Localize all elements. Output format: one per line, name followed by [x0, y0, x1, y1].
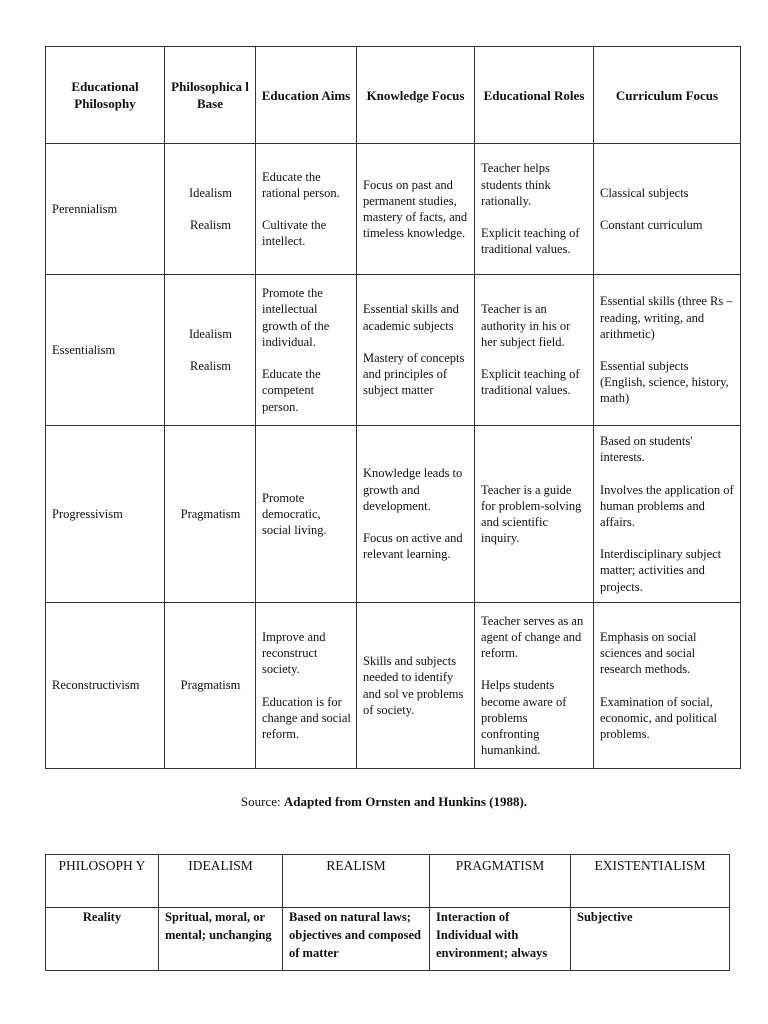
header-idealism: IDEALISM — [159, 855, 283, 908]
idealism-reality: Spritual, moral, or mental; unchanging — [159, 908, 283, 971]
knowledge-item: Focus on past and permanent studies, mastery of facts, and timeless knowledge. — [363, 177, 468, 241]
base-item: Realism — [190, 218, 231, 232]
aims-cell — [256, 144, 357, 275]
base-item: Realism — [190, 359, 231, 373]
philosophy-name: Progressivism — [46, 426, 165, 603]
header-philosophy: PHILOSOPH Y — [46, 855, 159, 908]
curriculum-item: Emphasis on social sciences and social research methods. — [600, 629, 697, 677]
base-item: Idealism — [188, 326, 233, 341]
pragmatism-reality: Interaction of Individual with environment; always — [430, 908, 571, 971]
philosophy-name: Essentialism — [46, 275, 165, 426]
curriculum-item: Constant curriculum — [600, 218, 703, 232]
header-pragmatism: PRAGMATISM — [430, 855, 571, 908]
base-item: Pragmatism — [180, 506, 241, 521]
header-knowledge: Knowledge Focus — [357, 47, 475, 144]
comparison-header-row — [46, 855, 730, 908]
roles-cell — [475, 426, 594, 603]
existentialism-reality: Subjective — [571, 908, 730, 971]
header-roles: Educational Roles — [475, 47, 594, 144]
aims-item: Education is for change and social reform. — [262, 694, 351, 741]
table-row — [46, 603, 741, 769]
roles-item: Helps students become aware of problems confronting humankind. — [481, 678, 567, 758]
roles-cell — [475, 275, 594, 426]
base-item: Idealism — [188, 185, 233, 200]
roles-item: Teacher is an authority in his or her subject field. — [481, 302, 571, 349]
header-aims: Education Aims — [256, 47, 357, 144]
roles-cell — [475, 603, 594, 769]
roles-item: Teacher helps students think rationally. — [481, 161, 551, 208]
base-item: Pragmatism — [180, 678, 241, 693]
aims-item: Educate the rational person. — [262, 169, 340, 200]
aims-item: Promote democratic, social living. — [262, 490, 327, 538]
curriculum-item: Examination of social, economic, and political problems. — [600, 694, 717, 741]
curriculum-item: Involves the application of human problems and affairs. — [600, 482, 734, 529]
knowledge-item: Knowledge leads to growth and development. — [363, 466, 463, 513]
knowledge-item: Essential skills and academic subjects — [363, 302, 459, 333]
base-cell — [165, 603, 256, 769]
curriculum-item: Essential subjects (English, science, history, math) — [600, 359, 729, 406]
aims-cell — [256, 603, 357, 769]
philosophy-name: Reconstructivism — [46, 603, 165, 769]
table-row — [46, 908, 730, 971]
row-label-reality: Reality — [46, 908, 159, 971]
header-base: Philosophica l Base — [165, 47, 256, 144]
knowledge-item: Skills and subjects needed to identify and sol ve problems of society. — [363, 654, 464, 717]
knowledge-cell — [357, 603, 475, 769]
aims-item: Promote the intellectual growth of the individual. — [262, 286, 330, 349]
knowledge-item: Focus on active and relevant learning. — [363, 531, 463, 562]
header-curriculum: Curriculum Focus — [594, 47, 741, 144]
header-philosophy: Educational Philosophy — [46, 47, 165, 144]
knowledge-cell — [357, 144, 475, 275]
source-note — [0, 794, 768, 810]
curriculum-cell — [594, 603, 741, 769]
curriculum-cell — [594, 426, 741, 603]
base-cell — [165, 426, 256, 603]
aims-item: Improve and reconstruct society. — [262, 629, 326, 677]
curriculum-item: Based on students' interests. — [600, 434, 693, 465]
curriculum-item: Interdisciplinary subject matter; activities and projects. — [600, 547, 722, 594]
base-cell — [165, 275, 256, 426]
curriculum-cell — [594, 275, 741, 426]
curriculum-item: Classical subjects — [600, 185, 689, 200]
philosophy-comparison-table — [45, 854, 730, 971]
knowledge-item: Mastery of concepts and principles of subject matter — [363, 350, 465, 398]
knowledge-cell — [357, 275, 475, 426]
header-existentialism: EXISTENTIALISM — [571, 855, 730, 908]
table-row — [46, 426, 741, 603]
aims-cell — [256, 275, 357, 426]
philosophy-table — [45, 46, 741, 769]
aims-item: Cultivate the intellect. — [262, 218, 327, 249]
roles-item: Teacher is a guide for problem-solving and scientific inquiry. — [481, 482, 582, 546]
source-separator: : — [277, 794, 284, 809]
aims-item: Educate the competent person. — [262, 367, 321, 414]
roles-item: Explicit teaching of traditional values. — [481, 367, 580, 398]
curriculum-cell — [594, 144, 741, 275]
realism-reality: Based on natural laws; objectives and composed of matter — [283, 908, 430, 971]
source-text: Adapted from Ornsten and Hunkins (1988). — [283, 794, 528, 809]
header-realism: REALISM — [283, 855, 430, 908]
roles-item: Explicit teaching of traditional values. — [481, 226, 580, 257]
source-label: Source — [240, 794, 278, 809]
header-row — [46, 47, 741, 144]
table-row — [46, 275, 741, 426]
roles-item: Teacher serves as an agent of change and reform. — [481, 613, 584, 661]
curriculum-item: Essential skills (three Rs – reading, writing, and arithmetic) — [600, 294, 733, 341]
knowledge-cell — [357, 426, 475, 603]
aims-cell — [256, 426, 357, 603]
roles-cell — [475, 144, 594, 275]
philosophy-name: Perennialism — [46, 144, 165, 275]
table-row — [46, 144, 741, 275]
base-cell — [165, 144, 256, 275]
